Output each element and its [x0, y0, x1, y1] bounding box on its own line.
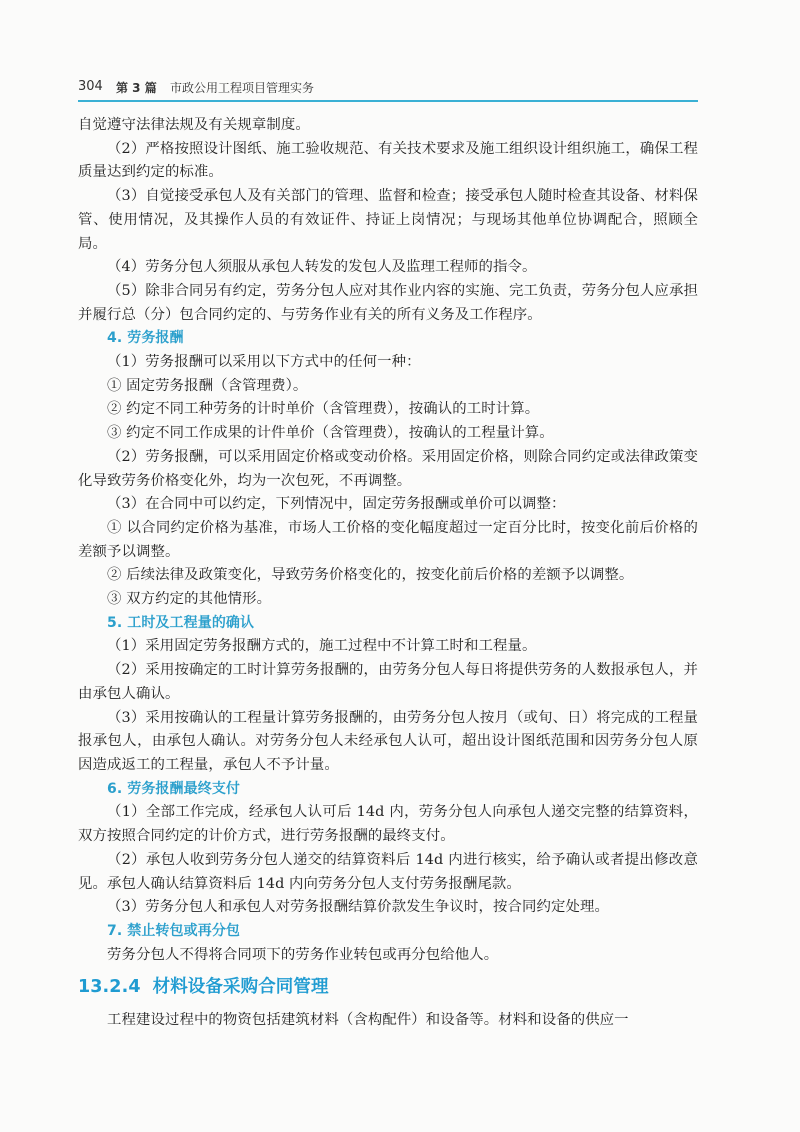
paragraph: （3）采用按确认的工程量计算劳务报酬的，由劳务分包人按月（或旬、日）将完成的工程量报承包人，由承包人确认。对劳务分包人未经承包人认可，超出设计图纸范围和因劳务分包人原因造成返工的工程量，承包人不予计量。	[78, 709, 698, 773]
subheading-4: 4. 劳务报酬	[107, 330, 184, 347]
paragraph: 自觉遵守法律法规及有关规章制度。	[78, 117, 310, 133]
paragraph: （2）劳务报酬，可以采用固定价格或变动价格。采用固定价格，则除合同约定或法律政策变化导致劳务价格变化外，均为一次包死，不再调整。	[78, 448, 698, 489]
paragraph: 工程建设过程中的物资包括建筑材料（含构配件）和设备等。材料和设备的供应一	[107, 1012, 629, 1029]
list-item: ② 约定不同工种劳务的计时单价（含管理费），按确认的工时计算。	[107, 401, 540, 418]
subheading-7: 7. 禁止转包或再分包	[107, 922, 241, 939]
paragraph: （3）自觉接受承包人及有关部门的管理、监督和检查；接受承包人随时检查其设备、材料保管、使用情况，及其操作人员的有效证件、持证上岗情况；与现场其他单位协调配合，照顾全局。	[78, 188, 698, 252]
list-item: ③ 双方约定的其他情形。	[107, 591, 272, 608]
subheading-5: 5. 工时及工程量的确认	[107, 614, 255, 631]
paragraph: （2）承包人收到劳务分包人递交的结算资料后 14d 内进行核实，给予确认或者提出修改意见。承包人确认结算资料后 14d 内向劳务分包人支付劳务报酬尾款。	[78, 851, 698, 892]
section-heading	[78, 973, 698, 1001]
paragraph: （1）全部工作完成，经承包人认可后 14d 内，劳务分包人向承包人递交完整的结算资料，双方按照合同约定的计价方式，进行劳务报酬的最终支付。	[78, 804, 698, 845]
list-item: ① 以合同约定价格为基准，市场人工价格的变化幅度超过一定百分比时，按变化前后价格的差额予以调整。	[78, 519, 698, 560]
list-item: ② 后续法律及政策变化，导致劳务价格变化的，按变化前后价格的差额予以调整。	[107, 567, 634, 584]
paragraph: （2）严格按照设计图纸、施工验收规范、有关技术要求及施工组织设计组织施工，确保工程质量达到约定的标准。	[78, 140, 698, 181]
paragraph: （1）劳务报酬可以采用以下方式中的任何一种：	[107, 354, 421, 371]
section-number: 13.2.4	[78, 977, 141, 998]
section-title: 材料设备采购合同管理	[152, 977, 329, 998]
header-rule	[78, 100, 698, 102]
paragraph: （4）劳务分包人须服从承包人转发的发包人及监理工程师的指令。	[107, 259, 537, 276]
page-number: 304	[78, 79, 103, 94]
paragraph: （2）采用按确定的工时计算劳务报酬的，由劳务分包人每日将提供劳务的人数报承包人，并由承包人确认。	[78, 662, 698, 702]
book-title: 市政公用工程项目管理实务	[170, 81, 315, 95]
paragraph: 劳务分包人不得将合同项下的劳务作业转包或再分包给他人。	[107, 946, 499, 963]
list-item: ① 固定劳务报酬（含管理费）。	[107, 377, 308, 394]
paragraph: （3）在合同中可以约定，下列情况中，固定劳务报酬或单价可以调整：	[107, 496, 566, 513]
paragraph: （5）除非合同另有约定，劳务分包人应对其作业内容的实施、完工负责，劳务分包人应承担并履行总（分）包合同约定的、与劳务作业有关的所有义务及工作程序。	[78, 282, 698, 323]
page-body	[78, 114, 698, 1033]
list-item: ③ 约定不同工作成果的计件单价（含管理费），按确认的工程量计算。	[107, 425, 554, 442]
page-header	[78, 79, 698, 99]
part-label: 第 3 篇	[116, 81, 157, 95]
paragraph: （3）劳务分包人和承包人对劳务报酬结算价款发生争议时，按合同约定处理。	[107, 899, 609, 916]
subheading-6: 6. 劳务报酬最终支付	[107, 780, 241, 797]
paragraph: （1）采用固定劳务报酬方式的，施工过程中不计算工时和工程量。	[107, 638, 537, 655]
